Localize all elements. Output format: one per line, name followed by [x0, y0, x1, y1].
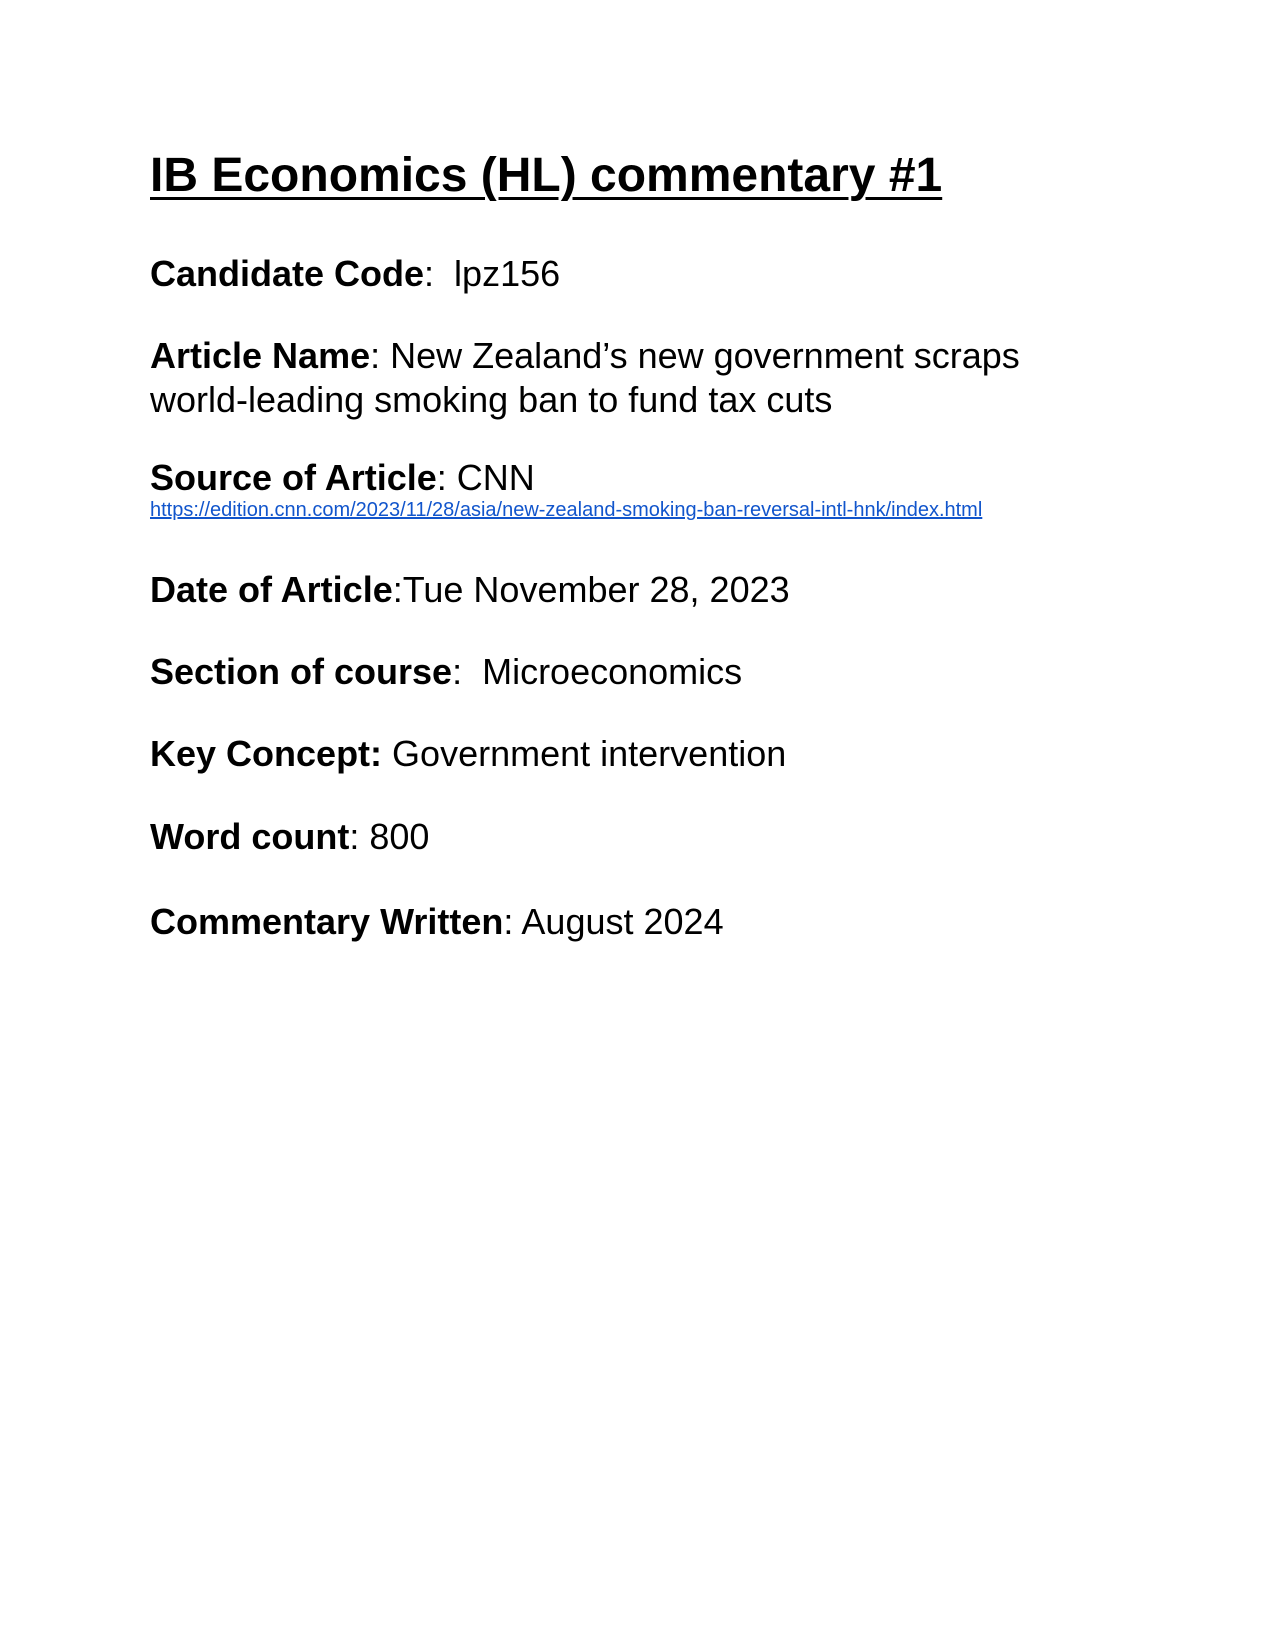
commentary-written-value: August 2024 [521, 901, 724, 942]
article-name-field [150, 334, 1050, 422]
key-concept-value: Government intervention [392, 733, 787, 774]
source-field [150, 456, 535, 500]
word-count-field [150, 815, 429, 859]
candidate-code-field [150, 252, 560, 296]
article-name-value: New Zealand’s new government scraps world-leading smoking ban to fund tax cuts [150, 335, 1020, 420]
word-count-separator: : [349, 816, 370, 857]
candidate-code-value: lpz156 [444, 253, 561, 294]
candidate-code-label: Candidate Code [150, 253, 425, 294]
source-separator: : [436, 457, 457, 498]
date-field [150, 568, 790, 612]
section-value: Microeconomics [472, 651, 743, 692]
section-label: Section of course [150, 651, 453, 692]
date-value: Tue November 28, 2023 [402, 569, 790, 610]
document-title: IB Economics (HL) commentary #1 [150, 149, 943, 202]
date-label: Date of Article [150, 569, 393, 610]
commentary-written-separator: : [503, 901, 522, 942]
section-field [150, 650, 742, 694]
key-concept-field [150, 732, 786, 776]
source-label: Source of Article [150, 457, 437, 498]
article-name-separator: : [370, 335, 391, 376]
section-separator: : [452, 651, 473, 692]
candidate-code-separator: : [424, 253, 445, 294]
article-name-label: Article Name [150, 335, 371, 376]
word-count-label: Word count [150, 816, 350, 857]
key-concept-label: Key Concept: [150, 733, 383, 774]
source-value: CNN [456, 457, 535, 498]
source-url-link[interactable]: https://edition.cnn.com/2023/11/28/asia/new-zealand-smoking-ban-reversal-intl-hnk/index.html [150, 499, 983, 521]
word-count-value: 800 [369, 816, 430, 857]
date-separator: : [392, 569, 403, 610]
key-concept-separator [382, 733, 392, 774]
commentary-written-field [150, 900, 724, 944]
commentary-written-label: Commentary Written [150, 901, 504, 942]
